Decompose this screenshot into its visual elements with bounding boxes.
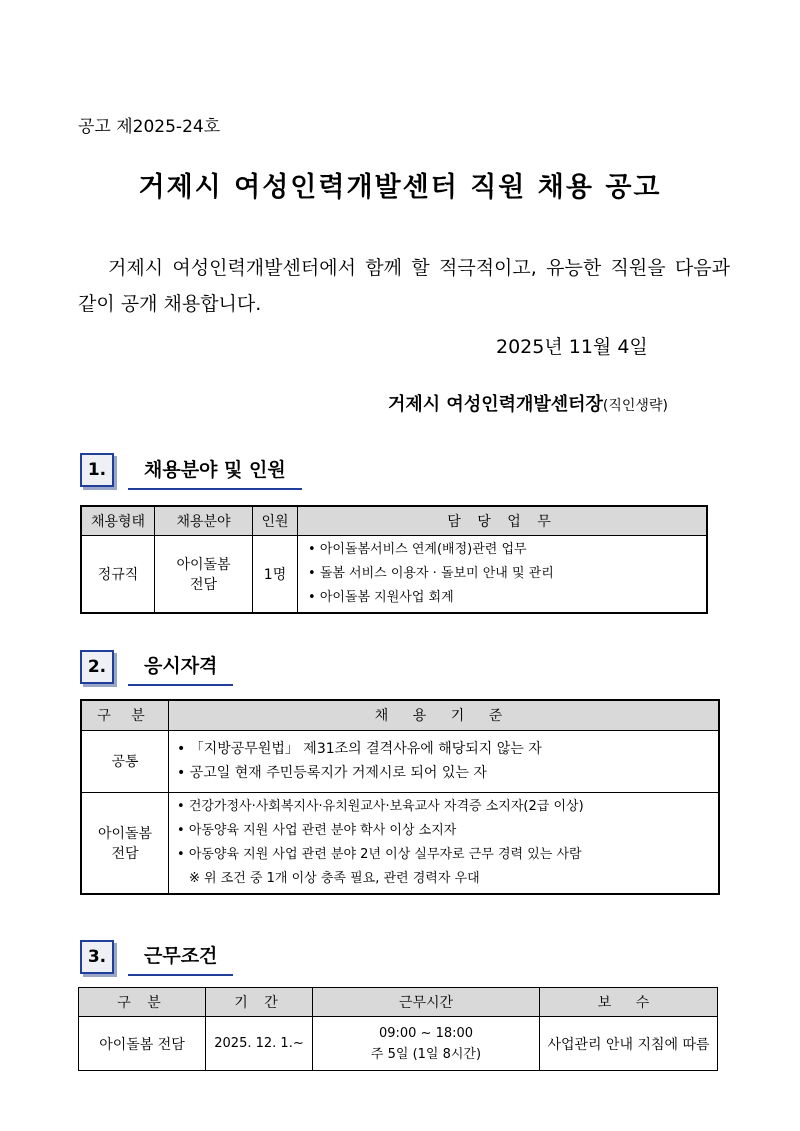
table3-header-hours: 근무시간 xyxy=(313,988,540,1017)
table1-duty-1: • 아이돌봄서비스 연계(배정)관련 업무 xyxy=(308,538,696,562)
table-row xyxy=(79,1017,718,1071)
table-qualifications xyxy=(80,699,720,895)
signature-note: (직인생략) xyxy=(602,398,668,414)
section-3-title: 근무조건 xyxy=(128,941,233,976)
table3-hours-days: 주 5일 (1일 8시간) xyxy=(370,1046,482,1062)
table1-type: 정규직 xyxy=(81,536,155,614)
table1-duty-3: • 아이돌봄 지원사업 회계 xyxy=(308,586,696,610)
section-1-number: 1. xyxy=(80,453,114,487)
notice-number: 공고 제2025-24호 xyxy=(78,117,221,137)
table3-period: 2025. 12. 1.~ xyxy=(206,1017,313,1071)
table1-duty-2: • 돌봄 서비스 이용자 · 돌보미 안내 및 관리 xyxy=(308,562,696,586)
table1-header-count: 인원 xyxy=(253,506,298,536)
table2-row2-item-3: • 아동양육 지원 사업 관련 분야 2년 이상 실무자로 근무 경력 있는 사람 xyxy=(177,843,710,867)
table3-category: 아이돌봄 전담 xyxy=(79,1017,206,1071)
table3-header-category: 구 분 xyxy=(79,988,206,1017)
table3-hours-time: 09:00 ~ 18:00 xyxy=(378,1025,474,1041)
table-recruitment xyxy=(80,505,708,614)
table2-row1-item-2: • 공고일 현재 주민등록지가 거제시로 되어 있는 자 xyxy=(177,761,710,785)
table2-row2-item-2: • 아동양육 지원 사업 관련 분야 학사 이상 소지자 xyxy=(177,819,710,843)
table2-row2-note: ※ 위 조건 중 1개 이상 충족 필요, 관련 경력자 우대 xyxy=(189,870,480,886)
table1-field: 아이돌봄 전담 xyxy=(155,536,253,614)
table1-header-duties: 담 당 업 무 xyxy=(298,506,708,536)
table3-header-pay: 보 수 xyxy=(540,988,718,1017)
section-1-title: 채용분야 및 인원 xyxy=(128,455,302,490)
table2-row1-item-1: • 「지방공무원법」 제31조의 결격사유에 해당되지 않는 자 xyxy=(177,737,710,761)
table-row xyxy=(81,792,719,894)
document-title: 거제시 여성인력개발센터 직원 채용 공고 xyxy=(138,172,662,203)
table3-header-period: 기 간 xyxy=(206,988,313,1017)
section-2-title: 응시자격 xyxy=(128,651,233,686)
section-2-number: 2. xyxy=(80,650,114,684)
announcement-date: 2025년 11월 4일 xyxy=(496,336,648,358)
table2-header-criteria: 채 용 기 준 xyxy=(169,700,720,730)
intro-paragraph: 거제시 여성인력개발센터에서 함께 할 적극적이고, 유능한 직원을 다음과 같이 공개 채용합니다. xyxy=(78,257,730,315)
section-3-number: 3. xyxy=(80,940,114,974)
signature-line xyxy=(388,390,668,416)
table2-row1-label: 공통 xyxy=(81,730,169,792)
table1-header-field: 채용분야 xyxy=(155,506,253,536)
table1-count: 1명 xyxy=(253,536,298,614)
table-work-conditions xyxy=(78,987,718,1071)
table-row xyxy=(81,536,707,614)
table3-pay: 사업관리 안내 지침에 따름 xyxy=(540,1017,718,1071)
table1-header-type: 채용형태 xyxy=(81,506,155,536)
table2-header-category: 구 분 xyxy=(81,700,169,730)
table2-row2-item-1: • 건강가정사·사회복지사·유치원교사·보육교사 자격증 소지자(2급 이상) xyxy=(177,795,710,819)
table2-row2-label: 아이돌봄 전담 xyxy=(81,792,169,894)
signature-name: 거제시 여성인력개발센터장 xyxy=(388,394,603,415)
table-row xyxy=(81,730,719,792)
